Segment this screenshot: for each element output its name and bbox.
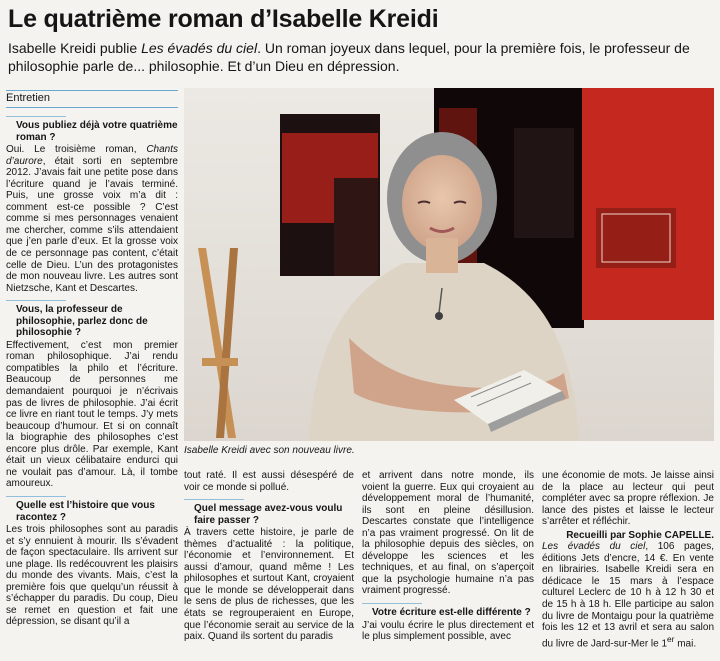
question-2: Vous, la professeur de philosophie, parlez donc de philosophie ? [6,300,178,339]
text-column-1 [6,110,178,628]
book-info [542,541,714,649]
section-rubric: Entretien [6,90,178,108]
book-info-title: Les évadés du ciel [542,541,646,553]
author-signature: Recueilli par Sophie CAPELLE. [566,529,714,541]
lead-book-title: Les évadés du ciel [141,40,258,56]
question-5: Votre écriture est-elle différente ? [362,603,534,619]
painting-red [582,88,714,320]
answer-1-end: , était sorti en septembre 2012. J’avais fait une petite pose dans l’écriture quand je l’avais terminé. Puis, une grosse voix m’a dit : comment est-ce possible ? C’est comme si mes personnages venaient me chercher, comme s’ils attendaient que j’en parle d’eux. Et la grosse voix de ce personnage pas content, c’était celle de Dieu. L’un des protagonistes de mon nouveau livre. Les autres sont Nietzsche, Kant et Descartes. [6,155,178,294]
answer-5-continued: une économie de mots. Je laisse ainsi de la place au lecteur qui peut compléter avec sa propre réflexion. Je lance des pistes et laisse le lecteur s’arrêter et réfléchir. [542,470,714,528]
article-photo [184,88,714,441]
painting-left [280,114,380,276]
answer-4-continued: et arrivent dans notre monde, ils voient la guerre. Eux qui croyaient au développement moral de l’humanité, ils sont en pleine désillusion. Descartes constate que l’intelligence n’a pas vraiment progressé. On lit de la philosophie depuis des siècles, on développe les sciences et les techniques, et au final, on s’aperçoit que la psychologie humaine n’a pas vraiment progressé. [362,470,534,597]
portrait-illustration [184,88,714,441]
answer-1-book-title: Chants d’aurore [6,144,178,167]
answer-1-start: Oui. Le troisième roman, [6,144,147,156]
lead-text-start: Isabelle Kreidi publie [8,40,142,56]
book-info-superscript: er [667,633,675,644]
question-4: Quel message avez-vous voulu faire passer ? [184,499,354,526]
answer-4: À travers cette histoire, je parle de thèmes d’actualité : la politique, l’économie et l’environnement. Et aussi d’amour, quand même ! Les philosophes et surtout Kant, croyaient que le monde se développerait dans le sens de plus de richesses, que les états se regrouperaient en Europe, que l’économie serait au service de la paix. Quand ils sortent du paradis [184,527,354,643]
text-column-3 [362,470,534,643]
answer-1 [6,144,178,294]
article-title: Le quatrième roman d’Isabelle Kreidi [8,5,439,33]
answer-2: Effectivement, c’est mon premier roman philosophique. J’ai rendu compatibles la philo et l’écriture. Beaucoup de personnes me demandaient pourquoi je n’écrivais pas de livres de philosophie. J’ai écrit ce livre en riant tout le temps. J’y mets beaucoup d’humour. Et si on connaît la biographie des philosophes c’est encore plus drôle. Par exemple, Kant était un vieux célibataire endurci qui ne voulait pas d’amour. Là, il tombe amoureux. [6,339,178,490]
answer-3-continued: tout raté. Il est aussi désespéré de voir ce monde si pollué. [184,470,354,493]
question-1: Vous publiez déjà votre quatrième roman ? [6,116,178,143]
book-info-details: , 106 pages, éditions Jets d’encre, 14 €. En vente en librairies. Isabelle Kreidi sera en dédicace le 15 mars à l’espace culturel Leclerc de 10 h à 12 h 30 et de 15 h à 18 h. Elle participe au salon du livre de Montaigu pour la quatrième fois les 12 et 13 avril et sera au salon du livre de Jard-sur-Mer le 1 [542,541,715,649]
book-info-end: mai. [674,637,697,649]
answer-5: J’ai voulu écrire le plus directement et le plus simplement possible, avec [362,619,534,643]
photo-caption: Isabelle Kreidi avec son nouveau livre. [184,445,355,456]
answer-3: Les trois philosophes sont au paradis et s’y ennuient à mourir. Ils s’évadent de façon spectaculaire. Ils arrivent sur une plage. Ils redécouvrent les plaisirs du monde des vivants. Mais, c’est la première fois que quelqu’un réussit à s’échapper du paradis. Du coup, Dieu se remet en question et fait une dépression, se disant qu’il a [6,524,178,628]
text-column-2 [184,470,354,643]
question-3: Quelle est l’histoire que vous racontez ? [6,496,178,523]
text-column-4 [542,470,714,650]
article-lead [8,39,712,75]
lead-text-end: . Un roman joyeux dans lequel, pour la première fois, le professeur de philosophie parle de... philosophie. Et d’un Dieu en dépression. [8,40,690,74]
